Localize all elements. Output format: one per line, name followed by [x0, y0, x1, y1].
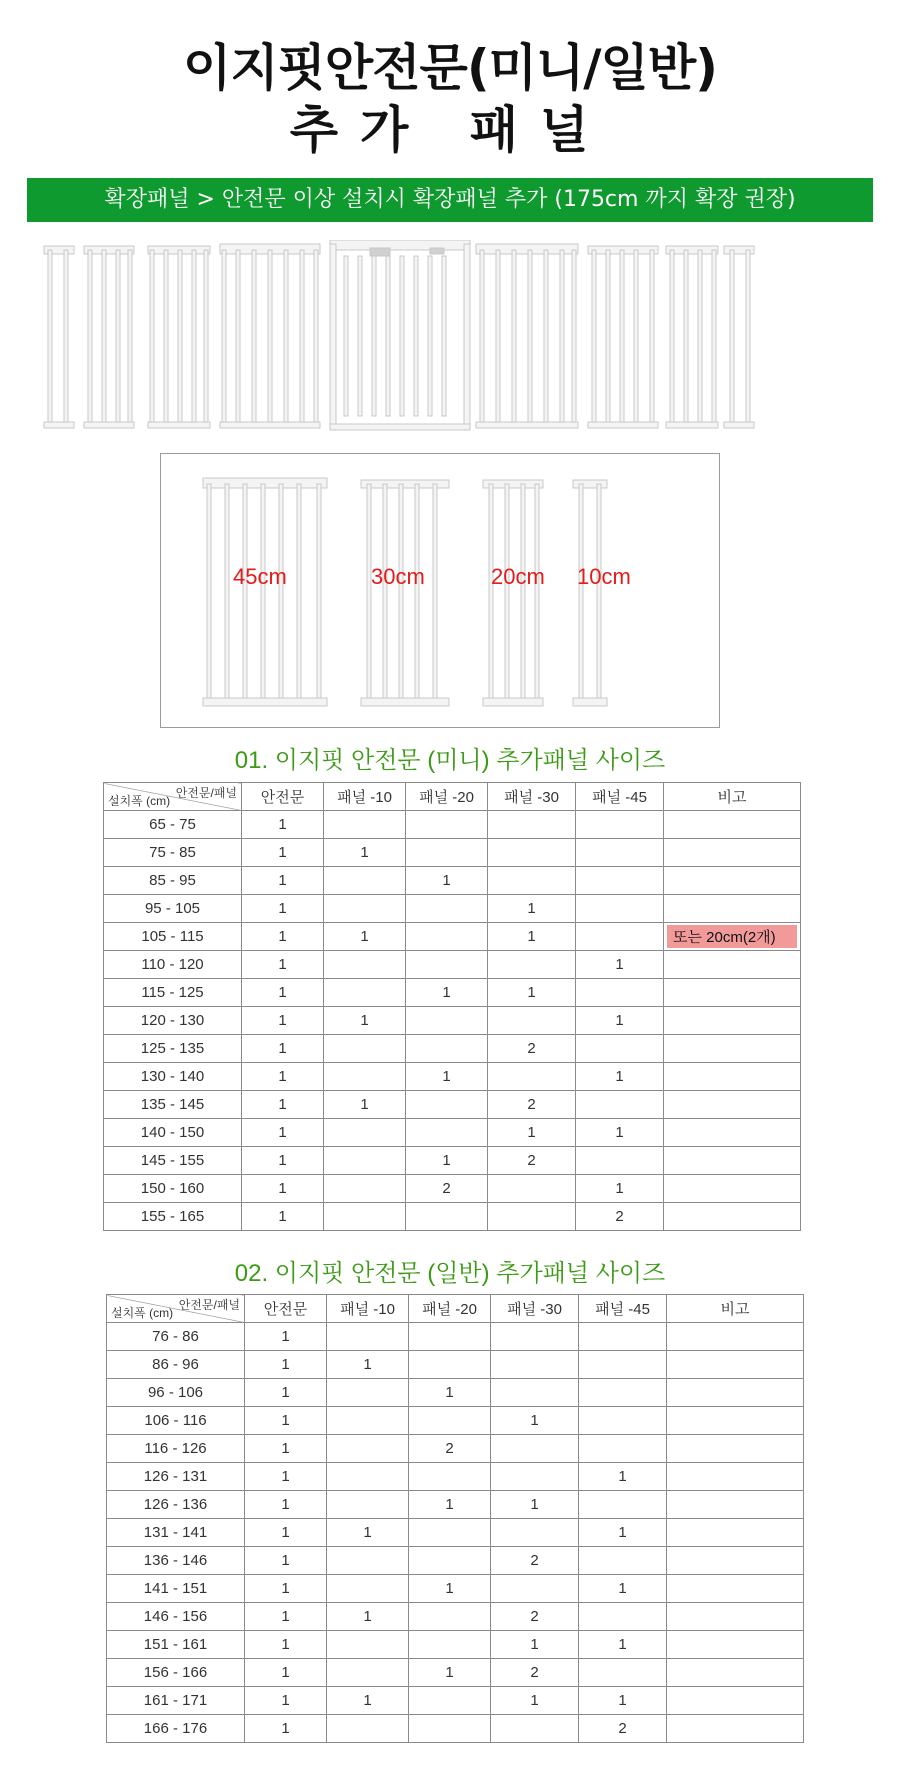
qty-cell [406, 951, 488, 979]
width-range-cell: 166 - 176 [107, 1715, 245, 1743]
qty-cell [579, 1659, 667, 1687]
qty-cell [409, 1687, 491, 1715]
qty-cell [324, 1063, 406, 1091]
qty-cell [409, 1519, 491, 1547]
qty-cell [324, 1203, 406, 1231]
qty-cell [409, 1631, 491, 1659]
qty-cell: 1 [245, 1603, 327, 1631]
width-range-cell: 95 - 105 [104, 895, 242, 923]
col-header-gate: 안전문 [242, 783, 324, 811]
table-row [107, 1631, 804, 1659]
qty-cell [409, 1547, 491, 1575]
table-row [104, 1203, 801, 1231]
col-header-gate: 안전문 [245, 1295, 327, 1323]
qty-cell [491, 1463, 579, 1491]
qty-cell: 1 [324, 839, 406, 867]
qty-cell [579, 1435, 667, 1463]
panel-10-label: 10cm [577, 564, 631, 589]
note-cell [664, 1063, 801, 1091]
qty-cell: 2 [409, 1435, 491, 1463]
qty-cell: 1 [242, 895, 324, 923]
col-header-panel-30: 패널 -30 [488, 783, 576, 811]
table-row [104, 867, 801, 895]
qty-cell [579, 1547, 667, 1575]
qty-cell: 1 [245, 1491, 327, 1519]
qty-cell: 1 [409, 1491, 491, 1519]
qty-cell: 1 [242, 1203, 324, 1231]
diag-bottom-label: 설치폭 (cm) [111, 1306, 174, 1320]
note-badge: 또는 20cm(2개) [667, 925, 797, 948]
table-row [104, 1091, 801, 1119]
qty-cell [324, 867, 406, 895]
qty-cell [327, 1547, 409, 1575]
note-cell [664, 867, 801, 895]
qty-cell [579, 1407, 667, 1435]
table-row [107, 1379, 804, 1407]
qty-cell [491, 1715, 579, 1743]
qty-cell: 1 [242, 1091, 324, 1119]
note-cell [664, 1119, 801, 1147]
qty-cell [491, 1351, 579, 1379]
note-cell [667, 1351, 804, 1379]
assembled-gate-image [40, 240, 860, 435]
qty-cell [409, 1715, 491, 1743]
table-row [104, 1007, 801, 1035]
qty-cell: 2 [491, 1659, 579, 1687]
qty-cell: 1 [245, 1659, 327, 1687]
width-range-cell: 155 - 165 [104, 1203, 242, 1231]
qty-cell [491, 1323, 579, 1351]
qty-cell: 1 [488, 1119, 576, 1147]
panel-20-label: 20cm [491, 564, 545, 589]
qty-cell: 1 [576, 1119, 664, 1147]
qty-cell: 1 [242, 923, 324, 951]
qty-cell [327, 1407, 409, 1435]
qty-cell [491, 1519, 579, 1547]
qty-cell: 1 [245, 1435, 327, 1463]
width-range-cell: 130 - 140 [104, 1063, 242, 1091]
note-cell [667, 1323, 804, 1351]
col-header-panel-20: 패널 -20 [406, 783, 488, 811]
qty-cell [409, 1407, 491, 1435]
qty-cell [576, 1091, 664, 1119]
qty-cell [406, 1007, 488, 1035]
width-range-cell: 110 - 120 [104, 951, 242, 979]
qty-cell [324, 1035, 406, 1063]
table-row [104, 1119, 801, 1147]
qty-cell: 1 [242, 1063, 324, 1091]
qty-cell [409, 1323, 491, 1351]
qty-cell [488, 867, 576, 895]
qty-cell: 2 [491, 1603, 579, 1631]
note-cell [664, 1091, 801, 1119]
qty-cell [579, 1351, 667, 1379]
qty-cell [488, 811, 576, 839]
extension-banner: 확장패널 > 안전문 이상 설치시 확장패널 추가 (175cm 까지 확장 권장) [27, 178, 873, 222]
table-row [107, 1715, 804, 1743]
qty-cell [324, 979, 406, 1007]
qty-cell: 2 [406, 1175, 488, 1203]
width-range-cell: 105 - 115 [104, 923, 242, 951]
qty-cell [327, 1715, 409, 1743]
qty-cell [406, 1203, 488, 1231]
table-row [107, 1687, 804, 1715]
qty-cell: 1 [327, 1603, 409, 1631]
qty-cell: 1 [242, 979, 324, 1007]
note-cell [667, 1491, 804, 1519]
panel-45-label: 45cm [233, 564, 287, 589]
qty-cell: 2 [488, 1091, 576, 1119]
width-range-cell: 161 - 171 [107, 1687, 245, 1715]
qty-cell [579, 1379, 667, 1407]
table-row [107, 1407, 804, 1435]
width-range-cell: 141 - 151 [107, 1575, 245, 1603]
width-range-cell: 131 - 141 [107, 1519, 245, 1547]
qty-cell: 1 [579, 1575, 667, 1603]
width-range-cell: 126 - 131 [107, 1463, 245, 1491]
width-range-cell: 106 - 116 [107, 1407, 245, 1435]
qty-cell [576, 979, 664, 1007]
width-range-cell: 156 - 166 [107, 1659, 245, 1687]
qty-cell: 1 [245, 1379, 327, 1407]
table-row [107, 1575, 804, 1603]
qty-cell: 1 [579, 1687, 667, 1715]
width-range-cell: 116 - 126 [107, 1435, 245, 1463]
qty-cell: 1 [576, 951, 664, 979]
qty-cell [327, 1463, 409, 1491]
qty-cell: 1 [245, 1519, 327, 1547]
diag-top-label: 안전문/패널 [178, 1298, 240, 1312]
qty-cell: 1 [324, 1007, 406, 1035]
qty-cell: 1 [245, 1687, 327, 1715]
qty-cell: 1 [491, 1491, 579, 1519]
qty-cell: 1 [409, 1379, 491, 1407]
qty-cell [406, 1091, 488, 1119]
note-cell [667, 1603, 804, 1631]
qty-cell [327, 1491, 409, 1519]
note-cell [664, 951, 801, 979]
qty-cell: 1 [245, 1547, 327, 1575]
qty-cell: 1 [327, 1687, 409, 1715]
qty-cell: 1 [242, 811, 324, 839]
note-cell [664, 1175, 801, 1203]
qty-cell [327, 1435, 409, 1463]
qty-cell: 1 [488, 979, 576, 1007]
col-header-panel-10: 패널 -10 [327, 1295, 409, 1323]
qty-cell [406, 1035, 488, 1063]
diag-header-cell [104, 783, 242, 811]
qty-cell [327, 1631, 409, 1659]
qty-cell: 1 [245, 1323, 327, 1351]
col-header-panel-10: 패널 -10 [324, 783, 406, 811]
qty-cell [576, 811, 664, 839]
qty-cell: 1 [324, 1091, 406, 1119]
qty-cell: 1 [324, 923, 406, 951]
qty-cell: 2 [488, 1147, 576, 1175]
qty-cell: 1 [245, 1407, 327, 1435]
qty-cell: 2 [491, 1547, 579, 1575]
note-cell [667, 1659, 804, 1687]
qty-cell: 1 [245, 1715, 327, 1743]
qty-cell: 1 [406, 979, 488, 1007]
panel-30-label: 30cm [371, 564, 425, 589]
width-range-cell: 135 - 145 [104, 1091, 242, 1119]
normal-size-table [106, 1294, 804, 1743]
col-header-panel-30: 패널 -30 [491, 1295, 579, 1323]
qty-cell [324, 1119, 406, 1147]
width-range-cell: 86 - 96 [107, 1351, 245, 1379]
width-range-cell: 140 - 150 [104, 1119, 242, 1147]
qty-cell [409, 1463, 491, 1491]
width-range-cell: 76 - 86 [107, 1323, 245, 1351]
note-cell [664, 1035, 801, 1063]
table-row [107, 1491, 804, 1519]
qty-cell: 1 [245, 1351, 327, 1379]
qty-cell: 1 [491, 1407, 579, 1435]
table-row [107, 1435, 804, 1463]
note-cell [664, 923, 801, 951]
width-range-cell: 115 - 125 [104, 979, 242, 1007]
qty-cell [491, 1379, 579, 1407]
table-row [104, 923, 801, 951]
qty-cell: 1 [576, 1007, 664, 1035]
normal-section-title: 02. 이지핏 안전문 (일반) 추가패널 사이즈 [234, 1260, 666, 1287]
width-range-cell: 136 - 146 [107, 1547, 245, 1575]
note-cell [667, 1379, 804, 1407]
table-row [107, 1603, 804, 1631]
qty-cell [406, 839, 488, 867]
qty-cell [576, 895, 664, 923]
qty-cell [409, 1603, 491, 1631]
qty-cell: 1 [491, 1631, 579, 1659]
table-row [107, 1351, 804, 1379]
qty-cell: 1 [242, 1119, 324, 1147]
note-cell [664, 1203, 801, 1231]
qty-cell [327, 1575, 409, 1603]
width-range-cell: 150 - 160 [104, 1175, 242, 1203]
qty-cell: 1 [242, 1035, 324, 1063]
qty-cell [576, 867, 664, 895]
qty-cell [324, 951, 406, 979]
qty-cell [488, 951, 576, 979]
qty-cell [324, 1147, 406, 1175]
width-range-cell: 120 - 130 [104, 1007, 242, 1035]
qty-cell: 1 [576, 1175, 664, 1203]
extension-panels-box [160, 453, 720, 728]
qty-cell: 1 [491, 1687, 579, 1715]
col-header-panel-45: 패널 -45 [579, 1295, 667, 1323]
width-range-cell: 65 - 75 [104, 811, 242, 839]
qty-cell [491, 1435, 579, 1463]
table-row [104, 1147, 801, 1175]
note-cell [667, 1435, 804, 1463]
width-range-cell: 125 - 135 [104, 1035, 242, 1063]
width-range-cell: 75 - 85 [104, 839, 242, 867]
qty-cell: 1 [242, 1147, 324, 1175]
qty-cell: 1 [579, 1463, 667, 1491]
table-row [107, 1519, 804, 1547]
qty-cell [488, 1007, 576, 1035]
qty-cell [409, 1351, 491, 1379]
col-header-panel-45: 패널 -45 [576, 783, 664, 811]
table-row [104, 839, 801, 867]
col-header-note: 비고 [664, 783, 801, 811]
qty-cell: 1 [245, 1575, 327, 1603]
width-range-cell: 85 - 95 [104, 867, 242, 895]
table-header-row [104, 783, 801, 811]
qty-cell [327, 1379, 409, 1407]
qty-cell: 1 [579, 1519, 667, 1547]
qty-cell: 1 [488, 923, 576, 951]
qty-cell [406, 1119, 488, 1147]
qty-cell [488, 1175, 576, 1203]
table-row [107, 1659, 804, 1687]
width-range-cell: 96 - 106 [107, 1379, 245, 1407]
table-row [104, 979, 801, 1007]
qty-cell: 1 [409, 1659, 491, 1687]
table-row [104, 951, 801, 979]
table-row [104, 1063, 801, 1091]
note-cell [667, 1407, 804, 1435]
table-row [107, 1463, 804, 1491]
width-range-cell: 126 - 136 [107, 1491, 245, 1519]
qty-cell [327, 1323, 409, 1351]
table-row [104, 811, 801, 839]
qty-cell [488, 1063, 576, 1091]
col-header-note: 비고 [667, 1295, 804, 1323]
diag-header-cell [107, 1295, 245, 1323]
qty-cell: 1 [245, 1463, 327, 1491]
qty-cell: 1 [409, 1575, 491, 1603]
qty-cell: 1 [406, 867, 488, 895]
col-header-panel-20: 패널 -20 [409, 1295, 491, 1323]
qty-cell: 1 [245, 1631, 327, 1659]
width-range-cell: 151 - 161 [107, 1631, 245, 1659]
qty-cell [324, 895, 406, 923]
qty-cell [327, 1659, 409, 1687]
note-cell [667, 1575, 804, 1603]
table-header-row [107, 1295, 804, 1323]
note-cell [667, 1547, 804, 1575]
qty-cell [488, 839, 576, 867]
qty-cell: 2 [488, 1035, 576, 1063]
qty-cell: 1 [579, 1631, 667, 1659]
qty-cell: 1 [242, 1007, 324, 1035]
qty-cell [324, 1175, 406, 1203]
note-cell [664, 1147, 801, 1175]
table-row [107, 1547, 804, 1575]
qty-cell: 1 [327, 1519, 409, 1547]
page-subtitle: 추가 패널 [289, 101, 611, 159]
note-cell [667, 1631, 804, 1659]
note-cell [667, 1519, 804, 1547]
note-cell [664, 1007, 801, 1035]
width-range-cell: 146 - 156 [107, 1603, 245, 1631]
diag-top-label: 안전문/패널 [175, 786, 237, 800]
extension-panels-image [161, 454, 719, 727]
diag-bottom-label: 설치폭 (cm) [108, 794, 171, 808]
qty-cell [406, 811, 488, 839]
table-row [104, 1035, 801, 1063]
page-title: 이지핏안전문(미니/일반) [183, 39, 717, 97]
note-cell [664, 839, 801, 867]
qty-cell: 1 [406, 1063, 488, 1091]
qty-cell [576, 839, 664, 867]
qty-cell: 2 [579, 1715, 667, 1743]
qty-cell: 1 [406, 1147, 488, 1175]
qty-cell [579, 1323, 667, 1351]
qty-cell [576, 1147, 664, 1175]
note-cell [667, 1715, 804, 1743]
note-cell [664, 979, 801, 1007]
note-cell [664, 811, 801, 839]
qty-cell [576, 923, 664, 951]
qty-cell [324, 811, 406, 839]
mini-section-title: 01. 이지핏 안전문 (미니) 추가패널 사이즈 [234, 747, 666, 774]
qty-cell [406, 895, 488, 923]
qty-cell [579, 1491, 667, 1519]
note-cell [667, 1687, 804, 1715]
qty-cell [488, 1203, 576, 1231]
table-row [107, 1323, 804, 1351]
note-cell [664, 895, 801, 923]
qty-cell: 1 [242, 839, 324, 867]
qty-cell: 1 [242, 867, 324, 895]
mini-size-table [103, 782, 801, 1231]
table-row [104, 1175, 801, 1203]
qty-cell [491, 1575, 579, 1603]
qty-cell: 1 [327, 1351, 409, 1379]
qty-cell [406, 923, 488, 951]
qty-cell: 1 [576, 1063, 664, 1091]
table-row [104, 895, 801, 923]
qty-cell: 1 [242, 1175, 324, 1203]
qty-cell [579, 1603, 667, 1631]
width-range-cell: 145 - 155 [104, 1147, 242, 1175]
qty-cell: 2 [576, 1203, 664, 1231]
qty-cell: 1 [488, 895, 576, 923]
qty-cell: 1 [242, 951, 324, 979]
qty-cell [576, 1035, 664, 1063]
note-cell [667, 1463, 804, 1491]
